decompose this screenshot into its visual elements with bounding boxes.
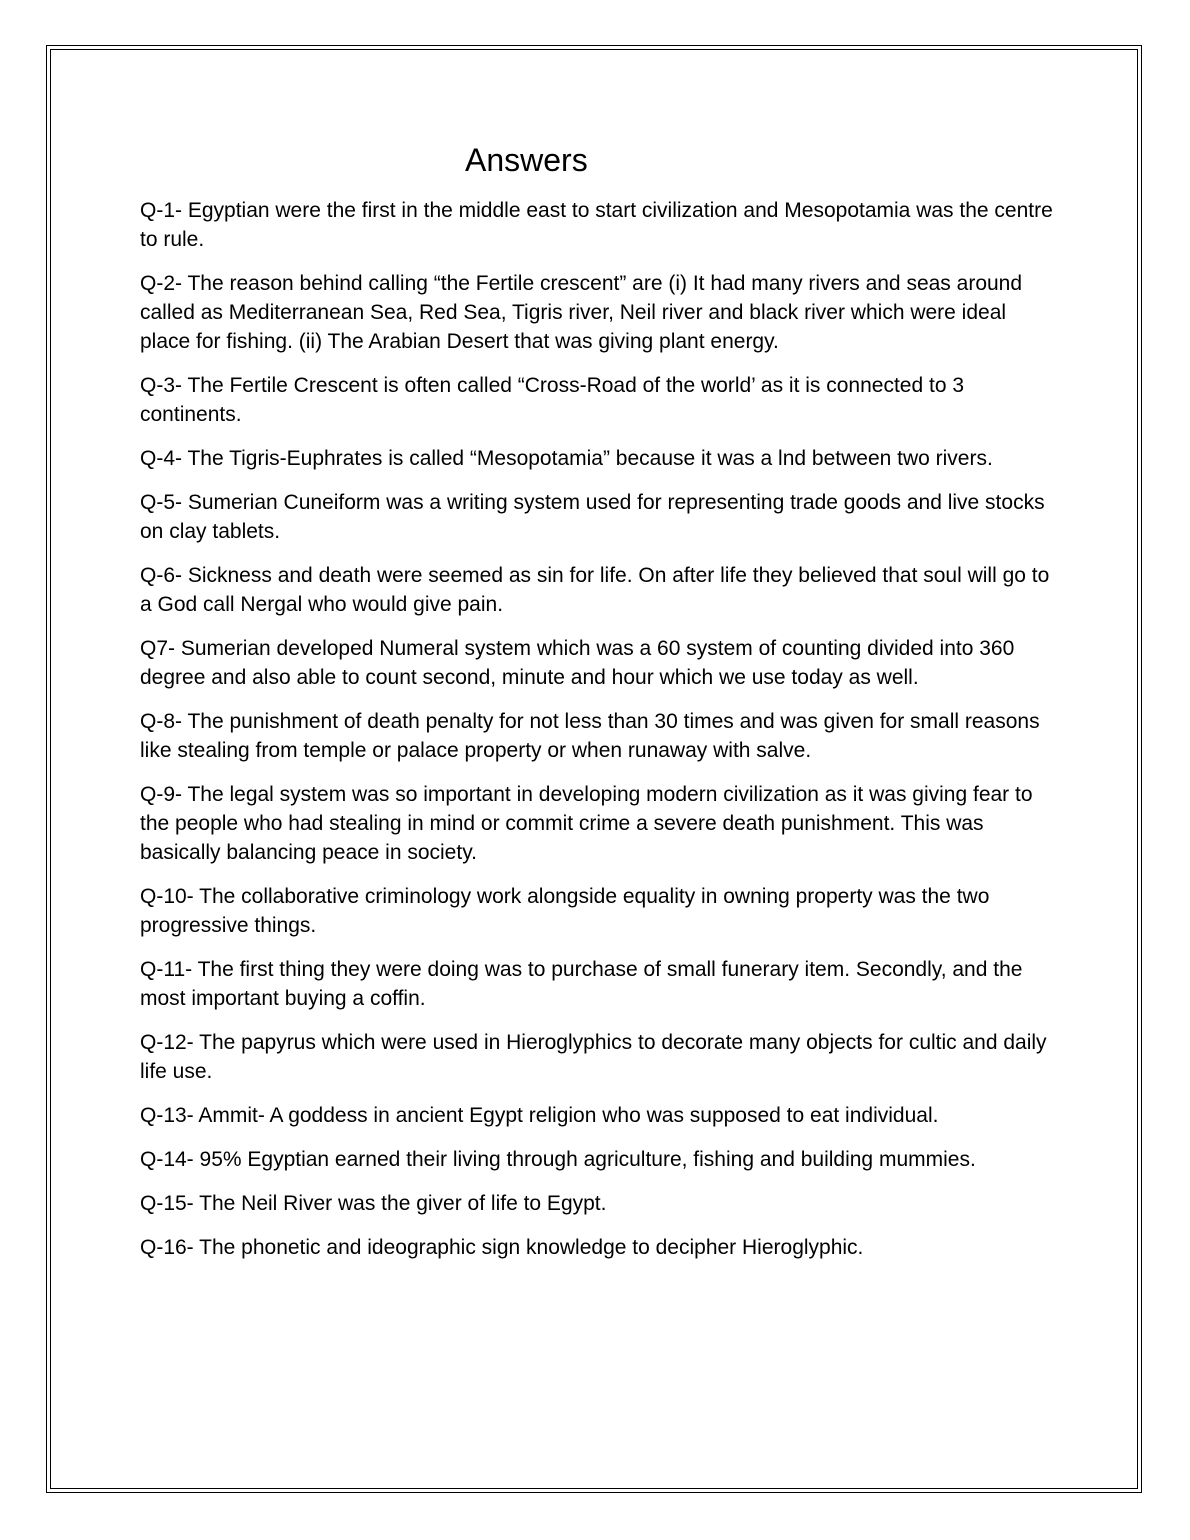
answer-q2: Q-2- The reason behind calling “the Fertile crescent” are (i) It had many rivers and seas around called as Mediterranean Sea, Red Sea, Tigris river, Neil river and black river which were ideal place for fishing. (ii) The Arabian Desert that was giving plant energy.	[140, 272, 1023, 353]
answer-q1: Q-1- Egyptian were the first in the middle east to start civilization and Mesopotamia was the centre to rule.	[140, 199, 1053, 251]
answer-q14: Q-14- 95% Egyptian earned their living through agriculture, fishing and building mummies.	[140, 1148, 976, 1171]
answer-q9: Q-9- The legal system was so important in developing modern civilization as it was giving fear to the people who had stealing in mind or commit crime a severe death punishment. This was basically balancing peace in society.	[140, 783, 1033, 864]
document-body	[140, 138, 1055, 1277]
page-title: Answers	[465, 142, 588, 178]
answer-q12: Q-12- The papyrus which were used in Hieroglyphics to decorate many objects for cultic and daily life use.	[140, 1031, 1047, 1083]
answer-q3: Q-3- The Fertile Crescent is often called “Cross-Road of the world’ as it is connected to 3 continents.	[140, 374, 965, 426]
answer-q4: Q-4- The Tigris-Euphrates is called “Mesopotamia” because it was a lnd between two rivers.	[140, 447, 993, 470]
answer-q13: Q-13- Ammit- A goddess in ancient Egypt religion who was supposed to eat individual.	[140, 1104, 939, 1127]
answer-q6: Q-6- Sickness and death were seemed as sin for life. On after life they believed that soul will go to a God call Nergal who would give pain.	[140, 564, 1050, 616]
answer-q7: Q7- Sumerian developed Numeral system which was a 60 system of counting divided into 360 degree and also able to count second, minute and hour which we use today as well.	[140, 637, 1015, 689]
answer-q10: Q-10- The collaborative criminology work alongside equality in owning property was the two progressive things.	[140, 885, 990, 937]
answer-q5: Q-5- Sumerian Cuneiform was a writing system used for representing trade goods and live stocks on clay tablets.	[140, 491, 1045, 543]
answer-q16: Q-16- The phonetic and ideographic sign knowledge to decipher Hieroglyphic.	[140, 1236, 864, 1259]
answers-list	[140, 196, 1055, 1262]
answer-q15: Q-15- The Neil River was the giver of life to Egypt.	[140, 1192, 607, 1215]
answer-q11: Q-11- The first thing they were doing was to purchase of small funerary item. Secondly, and the most important buying a coffin.	[140, 958, 1023, 1010]
answer-q8: Q-8- The punishment of death penalty for not less than 30 times and was given for small reasons like stealing from temple or palace property or when runaway with salve.	[140, 710, 1040, 762]
